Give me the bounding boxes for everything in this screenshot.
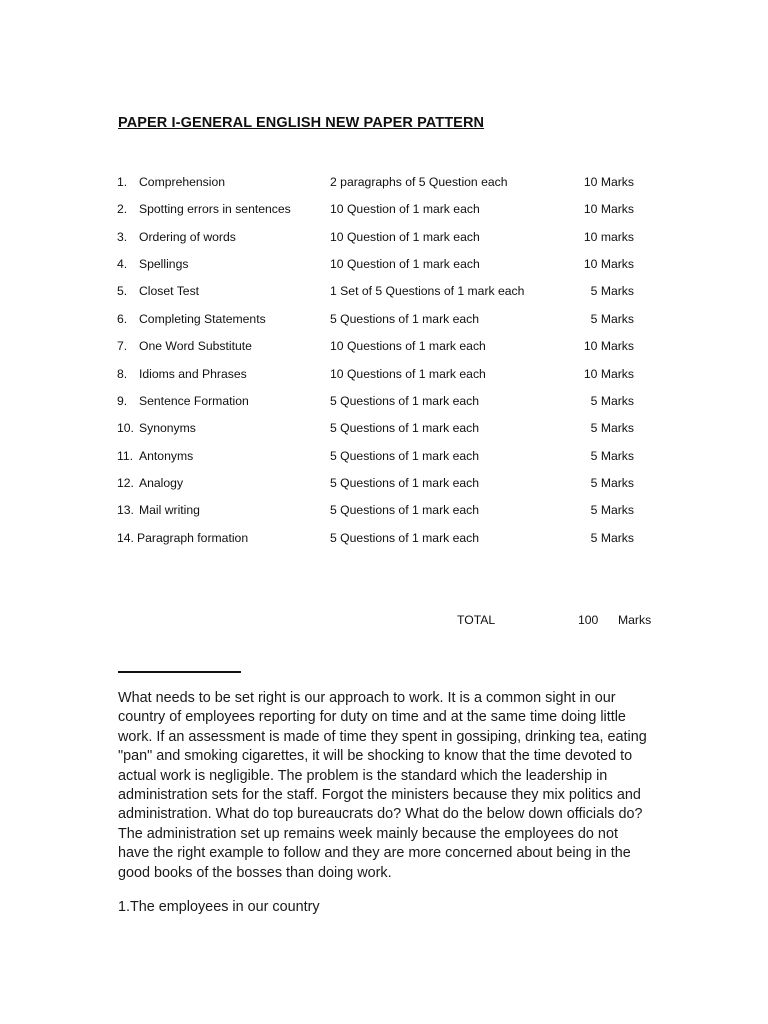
row-topic: Comprehension	[139, 175, 226, 189]
row-number: 7.	[117, 339, 128, 354]
comprehension-passage: What needs to be set right is our approach to work. It is a common sight in our country of employees reporting for duty on time and at the same time doing little work. If an assessment is made of time they spent in gossiping, drinking tea, eating "pan" and smoking cigarettes, it will be shocking to know that the time devoted to actual work is negligible. The problem is the standard which the leadership in administration sets for the staff. Forgot the ministers because they mix politics and administration. What do top bureaucrats do? What do the below down officials do? The administration set up remains week mainly because the employees do not have the right example to follow and they are more concerned about being in the good books of the bosses than doing work.	[118, 690, 647, 881]
row-topic: Spotting errors in sentences	[139, 202, 291, 217]
section-divider	[118, 671, 241, 673]
row-marks: 5 Marks	[590, 503, 634, 518]
row-description: 5 Questions of 1 mark each	[330, 421, 480, 436]
row-topic: Completing Statements	[139, 311, 266, 326]
row-topic: Mail writing	[139, 503, 200, 518]
row-number: 3.	[117, 229, 128, 244]
row-number: 14.	[117, 530, 134, 545]
row-topic: Analogy	[139, 475, 184, 490]
row-topic: Closet Test	[139, 284, 200, 299]
question-text: 1.The employees in our country	[118, 899, 320, 915]
row-marks: 5 Marks	[590, 311, 634, 326]
row-number: 9.	[117, 393, 128, 408]
row-number: 10.	[117, 421, 134, 436]
row-number: 13.	[117, 503, 134, 518]
total-label: TOTAL	[457, 613, 496, 627]
row-marks: 10 Marks	[583, 175, 634, 189]
table-row	[0, 531, 768, 551]
row-marks: 5 Marks	[590, 475, 634, 490]
row-description: 10 Question of 1 mark each	[330, 229, 480, 244]
row-description: 1 Set of 5 Questions of 1 mark each	[330, 284, 525, 299]
row-description: 10 Questions of 1 mark each	[330, 366, 486, 381]
table-row	[0, 230, 768, 250]
table-row	[0, 394, 768, 414]
row-number: 11.	[117, 448, 134, 463]
row-marks: 10 Marks	[583, 366, 634, 381]
row-topic: Synonyms	[139, 421, 196, 436]
row-number: 5.	[117, 284, 128, 299]
row-number: 6.	[117, 311, 128, 326]
table-row	[0, 175, 768, 195]
row-marks: 5 Marks	[590, 421, 634, 436]
row-number: 4.	[117, 257, 128, 272]
row-description: 5 Questions of 1 mark each	[330, 530, 480, 545]
row-description: 5 Questions of 1 mark each	[330, 503, 480, 518]
row-topic: Idioms and Phrases	[139, 366, 247, 381]
row-marks: 5 Marks	[590, 530, 634, 545]
table-row	[0, 339, 768, 359]
table-row	[0, 312, 768, 332]
row-number: 1.	[117, 175, 128, 189]
row-description: 10 Questions of 1 mark each	[330, 339, 486, 354]
row-topic: One Word Substitute	[139, 339, 252, 354]
row-description: 5 Questions of 1 mark each	[330, 475, 480, 490]
row-topic: Antonyms	[139, 448, 194, 463]
row-marks: 10 Marks	[583, 202, 634, 217]
row-topic: Spellings	[139, 257, 189, 272]
row-topic: Ordering of words	[139, 229, 236, 244]
row-description: 2 paragraphs of 5 Question each	[330, 175, 508, 189]
table-row	[0, 503, 768, 523]
row-description: 10 Question of 1 mark each	[330, 202, 480, 217]
table-row	[0, 257, 768, 277]
row-description: 5 Questions of 1 mark each	[330, 311, 480, 326]
row-description: 5 Questions of 1 mark each	[330, 393, 480, 408]
total-unit: Marks	[618, 613, 652, 627]
page-title: PAPER I-GENERAL ENGLISH NEW PAPER PATTERN	[118, 115, 485, 131]
table-row	[0, 476, 768, 496]
row-marks: 10 Marks	[583, 339, 634, 354]
row-description: 10 Question of 1 mark each	[330, 257, 480, 272]
row-topic: Sentence Formation	[139, 393, 249, 408]
table-row	[0, 367, 768, 387]
table-row	[0, 284, 768, 304]
row-number: 8.	[117, 366, 128, 381]
total-value: 100	[578, 613, 599, 627]
row-number: 2.	[117, 202, 128, 217]
row-number: 12.	[117, 475, 134, 490]
row-marks: 5 Marks	[590, 393, 634, 408]
row-marks: 10 Marks	[583, 257, 634, 272]
table-row	[0, 202, 768, 222]
row-marks: 5 Marks	[590, 448, 634, 463]
row-marks: 10 marks	[583, 229, 634, 244]
row-marks: 5 Marks	[590, 284, 634, 299]
row-description: 5 Questions of 1 mark each	[330, 448, 480, 463]
row-topic: Paragraph formation	[137, 530, 249, 545]
table-row	[0, 449, 768, 469]
table-row	[0, 421, 768, 441]
